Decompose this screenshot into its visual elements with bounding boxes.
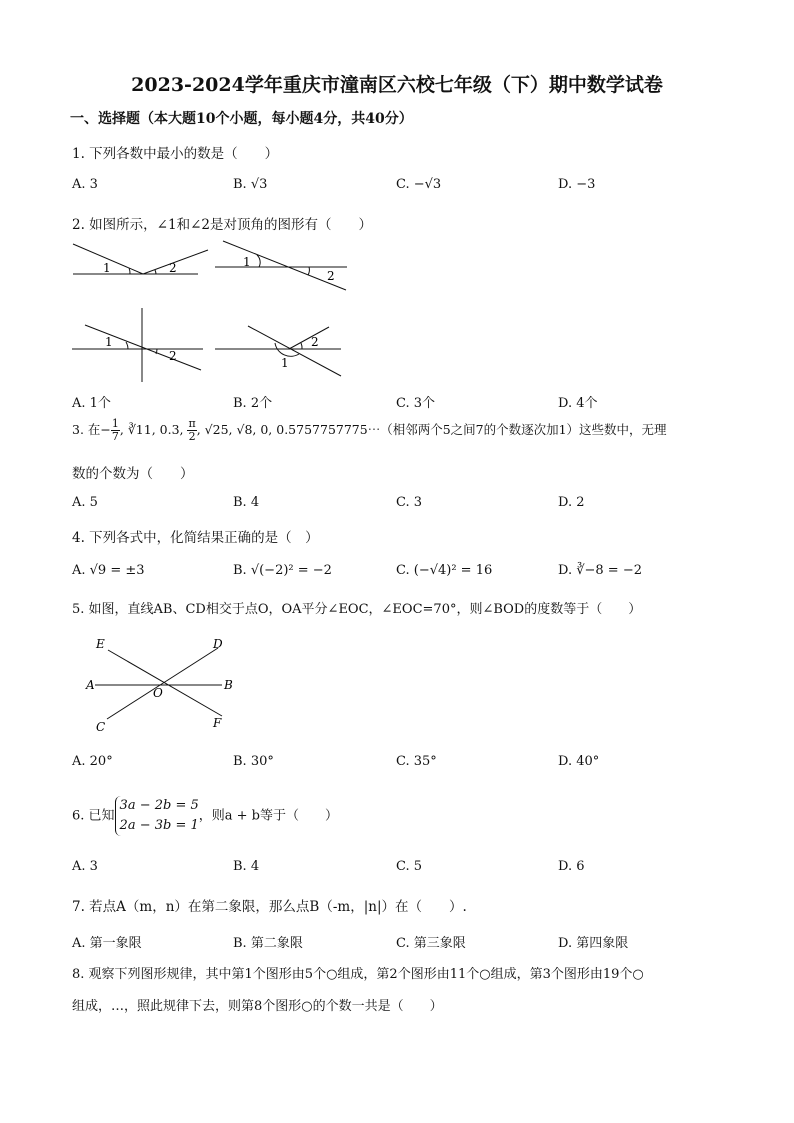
point-label-c: C xyxy=(96,720,106,734)
q6-suffix: ，则a + b等于（ ） xyxy=(198,808,338,824)
q2-option-d: D. 4个 xyxy=(558,396,598,411)
q3-fraction-1-7: $\frac{1}{7}$ xyxy=(111,417,119,443)
question-8-line-2: 组成，…，照此规律下去，则第8个图形○的个数一共是（ ） xyxy=(72,999,443,1014)
question-6-stem xyxy=(72,796,338,836)
q6-option-b: B. 4 xyxy=(233,859,260,874)
q7-option-d: D. 第四象限 xyxy=(558,936,629,951)
q4-option-a: A. √9 = ±3 xyxy=(72,563,145,578)
point-label-o: O xyxy=(153,686,163,700)
point-label-f: F xyxy=(213,716,222,730)
point-label-e: E xyxy=(96,637,105,651)
page-title: 2023-2024学年重庆市潼南区六校七年级（下）期中数学试卷 xyxy=(131,74,663,96)
q3-fraction-pi-2: $\frac{\pi}{2}$ xyxy=(188,417,196,443)
angle-label-2: 2 xyxy=(169,349,177,363)
q6-option-c: C. 5 xyxy=(396,859,423,874)
angle-label-1: 1 xyxy=(105,335,113,349)
angle-figure-4 xyxy=(215,326,341,376)
q1-option-d: D. −3 xyxy=(558,177,596,192)
angle-label-2: 2 xyxy=(327,269,335,283)
q5-option-a: A. 20° xyxy=(72,754,113,769)
q2-option-c: C. 3个 xyxy=(396,396,436,411)
q2-option-b: B. 2个 xyxy=(233,396,273,411)
point-label-a: A xyxy=(86,678,95,692)
q6-prefix: 6. 已知 xyxy=(72,808,115,824)
q4-option-d: D. ∛−8 = −2 xyxy=(558,563,642,578)
q3-middle-b: , √25, √8, 0, 0.5757757775⋯（相邻两个5之间7的个数逐次加1）这些数中，无理 xyxy=(196,422,667,437)
q3-option-c: C. 3 xyxy=(396,495,423,510)
angle-label-2: 2 xyxy=(311,335,319,349)
q7-option-c: C. 第三象限 xyxy=(396,936,466,951)
question-5-stem: 5. 如图，直线AB、CD相交于点O，OA平分∠EOC，∠EOC=70°，则∠BOD的度数等于（ ） xyxy=(72,602,642,617)
q3-middle-a: , ∛11, 0.3, xyxy=(119,422,188,437)
question-4-stem: 4. 下列各式中，化简结果正确的是（ ） xyxy=(72,530,319,546)
question-3-line-2: 数的个数为（ ） xyxy=(72,466,194,482)
angle-label-1: 1 xyxy=(281,356,289,370)
question-3-line-1: 3. 在− $\frac{1}{7}$ , ∛11, 0.3, $\frac{\pi}{2}$ , √25, √8, 0, 0.5757757775⋯（相邻两个5之间7的个数逐次加1）这些数中，无理 xyxy=(72,417,667,443)
q7-option-a: A. 第一象限 xyxy=(72,936,142,951)
question-2-stem: 2. 如图所示，∠1和∠2是对顶角的图形有（ ） xyxy=(72,217,372,233)
angle-figure-2 xyxy=(215,241,347,290)
q2-option-a: A. 1个 xyxy=(72,396,111,411)
equation-system xyxy=(115,796,199,836)
intersecting-lines-figure xyxy=(80,628,250,738)
q7-option-b: B. 第二象限 xyxy=(233,936,303,951)
q1-option-c: C. −√3 xyxy=(396,177,442,192)
q3-option-d: D. 2 xyxy=(558,495,585,510)
angle-label-2: 2 xyxy=(169,261,177,275)
point-label-b: B xyxy=(224,678,233,692)
question-1-stem: 1. 下列各数中最小的数是（ ） xyxy=(72,146,279,162)
q5-option-b: B. 30° xyxy=(233,754,274,769)
q1-option-a: A. 3 xyxy=(72,177,98,192)
angle-label-1: 1 xyxy=(103,261,111,275)
q4-option-c: C. (−√4)² = 16 xyxy=(396,563,493,578)
q1-option-b: B. √3 xyxy=(233,177,268,192)
equation-2: 2a − 3b = 1 xyxy=(119,818,199,833)
q6-option-a: A. 3 xyxy=(72,859,98,874)
q3-option-b: B. 4 xyxy=(233,495,260,510)
q3-option-a: A. 5 xyxy=(72,495,98,510)
equation-1: 3a − 2b = 5 xyxy=(119,798,199,813)
angle-figures xyxy=(65,236,365,386)
question-8-line-1: 8. 观察下列图形规律，其中第1个图形由5个○组成，第2个图形由11个○组成，第3个图形由19个○ xyxy=(72,967,644,982)
angle-figure-1 xyxy=(73,244,208,275)
question-7-stem: 7. 若点A（m，n）在第二象限，那么点B（-m，|n|）在（ ）. xyxy=(72,899,467,915)
q5-option-d: D. 40° xyxy=(558,754,600,769)
q5-option-c: C. 35° xyxy=(396,754,437,769)
q3-prefix: 3. 在 xyxy=(72,422,101,437)
q4-option-b: B. √(−2)² = −2 xyxy=(233,563,332,578)
point-label-d: D xyxy=(213,637,223,651)
q6-option-d: D. 6 xyxy=(558,859,585,874)
angle-label-1: 1 xyxy=(243,255,251,269)
angle-figure-3 xyxy=(72,308,203,382)
section-heading: 一、选择题（本大题10个小题，每小题4分，共40分） xyxy=(70,111,413,127)
